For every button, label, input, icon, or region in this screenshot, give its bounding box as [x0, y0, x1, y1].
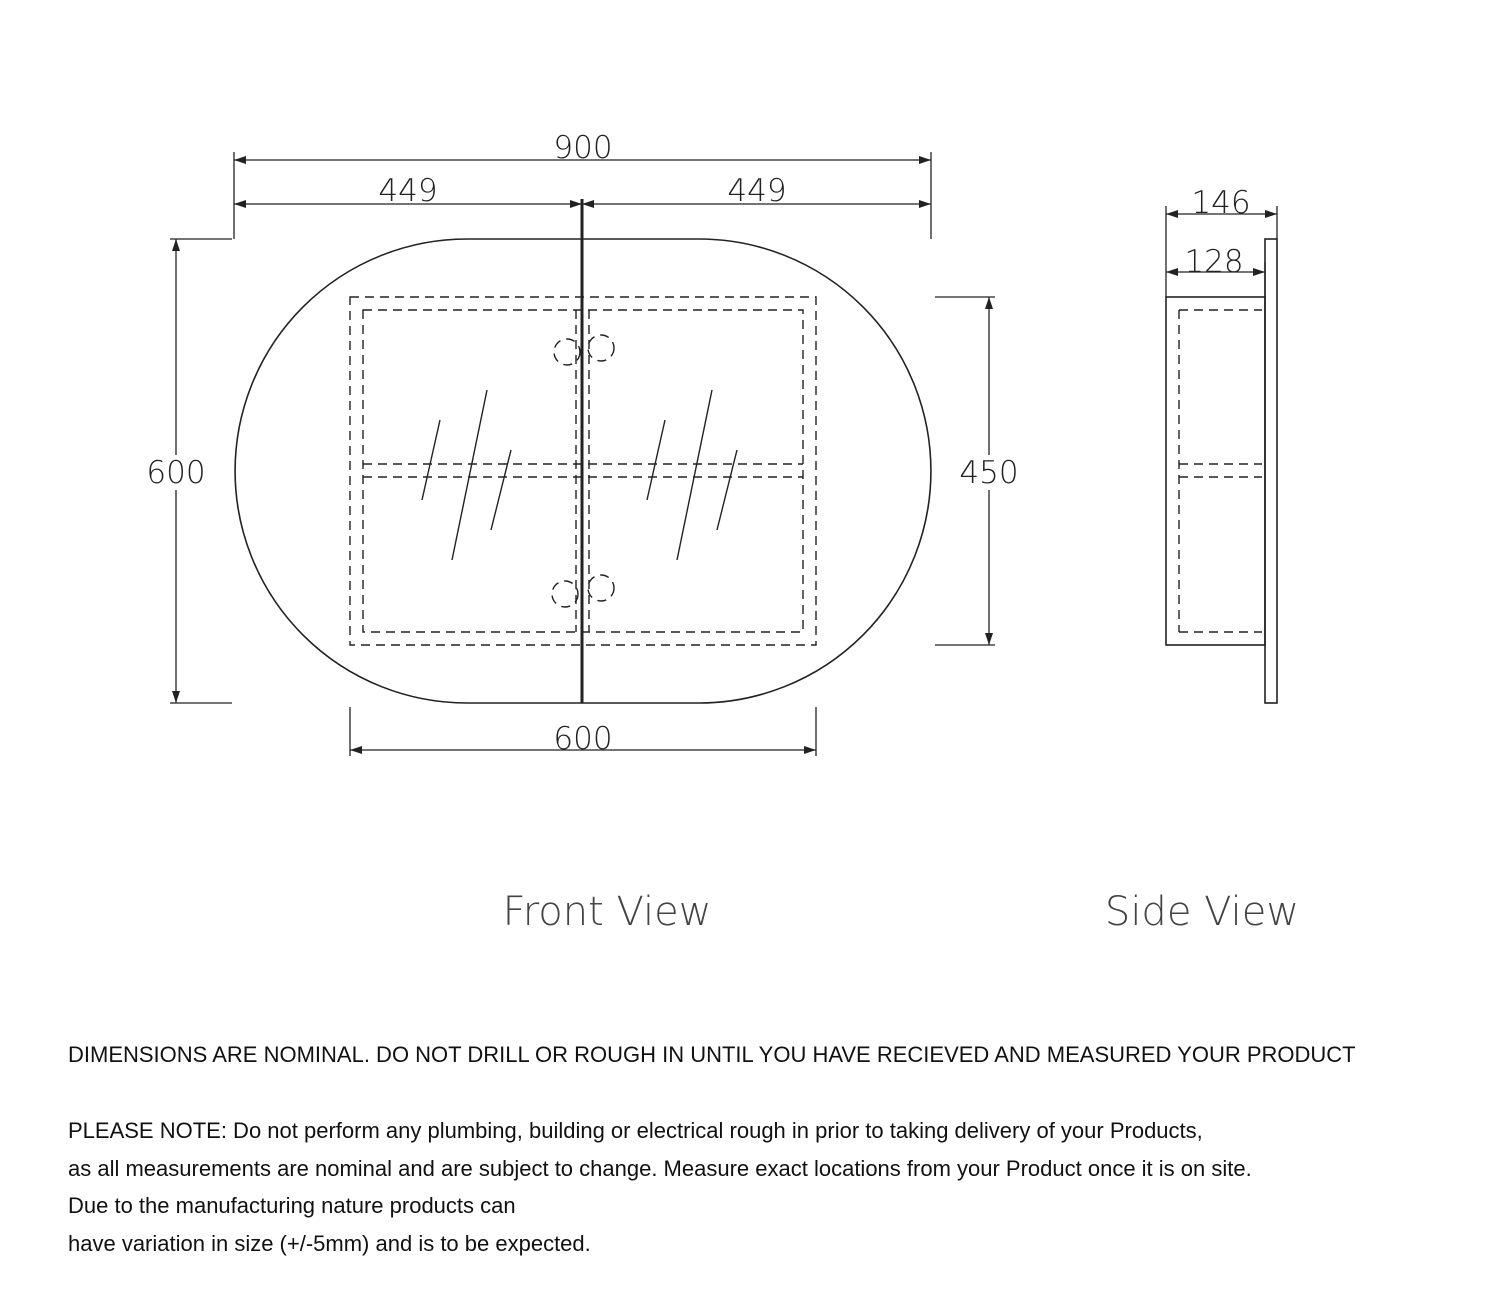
- side-mirror-panel: [1265, 239, 1277, 703]
- front-view-label: Front View: [502, 889, 712, 935]
- side-cabinet-body: [1166, 297, 1265, 645]
- dim-label-door-width-right: 449: [727, 173, 787, 209]
- nominal-dimensions-warning: DIMENSIONS ARE NOMINAL. DO NOT DRILL OR ROUGH IN UNTIL YOU HAVE RECIEVED AND MEASURED YOUR PRODUCT: [68, 1042, 1356, 1067]
- note-line: have variation in size (+/-5mm) and is to be expected.: [68, 1230, 591, 1256]
- notes-section: [68, 1036, 1488, 1262]
- note-line: as all measurements are nominal and are subject to change. Measure exact locations from your Product once it is on site.: [68, 1155, 1252, 1181]
- side-view: [1105, 185, 1299, 935]
- dim-label-body-width: 600: [553, 721, 613, 757]
- dim-label-door-width-left: 449: [378, 173, 438, 209]
- dim-label-overall-width: 900: [553, 130, 613, 166]
- dim-label-body-height: 450: [959, 455, 1019, 491]
- side-hidden-lines: [1179, 310, 1262, 632]
- front-view: [146, 130, 1018, 935]
- dim-label-body-depth: 128: [1184, 244, 1244, 280]
- note-line: PLEASE NOTE: Do not perform any plumbing, building or electrical rough in prior to taking delivery of your Products,: [68, 1118, 1203, 1143]
- dim-label-overall-height: 600: [146, 455, 206, 491]
- side-view-label: Side View: [1104, 889, 1300, 935]
- glass-reflection-marks: [422, 390, 737, 560]
- note-line: Due to the manufacturing nature products can: [68, 1193, 516, 1218]
- dim-label-overall-depth: 146: [1191, 185, 1251, 221]
